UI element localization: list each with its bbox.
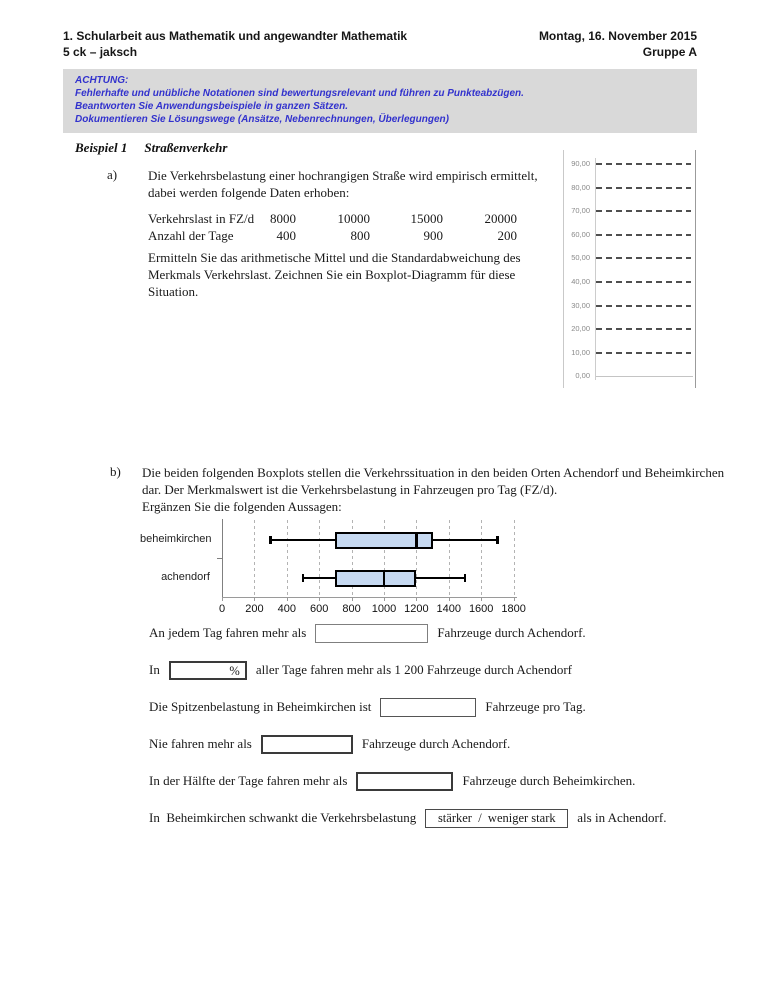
- table-cell: 800: [350, 227, 370, 243]
- statement-text: Fahrzeuge pro Tag.: [485, 699, 586, 714]
- grid-dash-line: [596, 328, 691, 330]
- table-cell: 8000: [270, 211, 296, 226]
- statement-text: Die Spitzenbelastung in Beheimkirchen ist: [149, 699, 372, 714]
- class-teacher: 5 ck – jaksch: [63, 45, 138, 60]
- grid-dash-line: [596, 281, 691, 283]
- notice-line: Dokumentieren Sie Lösungswege (Ansätze, Nebenrechnungen, Überlegungen): [75, 114, 449, 125]
- grid-y-label: 20,00: [571, 324, 590, 334]
- notice-heading: ACHTUNG:: [75, 75, 129, 86]
- part-a-label: a): [107, 167, 118, 182]
- x-tick-label: 1200: [404, 603, 429, 615]
- part-b-intro-text: Die beiden folgenden Boxplots stellen die Verkehrssituation in den beiden Orten Achendorf und Beheimkirchen dar. Der Merkmalswert ist die Verkehrsbelastung in Fahrzeugen pro Tag (FZ/d).: [142, 465, 725, 498]
- boxplot-gridline: [254, 520, 255, 597]
- grid-baseline: [596, 376, 693, 377]
- statement-text: In: [149, 662, 160, 677]
- grid-dash-line: [596, 305, 691, 307]
- grid-y-label: 40,00: [571, 277, 590, 286]
- x-axis-line: [222, 597, 517, 598]
- x-axis-tick: [514, 597, 515, 601]
- statement: [149, 696, 586, 718]
- boxplot-gridline: [481, 520, 482, 597]
- box: [335, 570, 416, 587]
- statement: [149, 807, 666, 829]
- x-axis-tick: [287, 597, 288, 601]
- part-a-task: Ermitteln Sie das arithmetische Mittel und die Standardabweichung des Merkmals Verkehrslast. Zeichnen Sie ein Boxplot-Diagramm für diese Situation.: [148, 250, 521, 300]
- statement-text: Nie fahren mehr als: [149, 736, 252, 751]
- statement-text: An jedem Tag fahren mehr als: [149, 625, 307, 640]
- part-b-prompt: Ergänzen Sie die folgenden Aussagen:: [142, 499, 342, 515]
- statement-text: Fahrzeuge durch Beheimkirchen.: [462, 773, 636, 788]
- x-tick-label: 600: [310, 603, 329, 615]
- x-axis-tick: [222, 597, 223, 601]
- table-cell: 15000: [410, 211, 443, 226]
- example-title: Straßenverkehr: [144, 140, 228, 155]
- whisker-cap: [302, 574, 305, 582]
- x-axis-tick: [449, 597, 450, 601]
- part-b-intro: [142, 464, 742, 515]
- notice-line: Beantworten Sie Anwendungsbeispiele in ganzen Sätzen.: [75, 101, 349, 112]
- data-table: [148, 211, 517, 245]
- choice-box[interactable]: stärker / weniger stark: [425, 809, 568, 828]
- table-cell: 20000: [484, 211, 517, 226]
- table-cell: 10000: [337, 211, 370, 226]
- grid-y-label: 60,00: [571, 229, 590, 239]
- table-cell: 400: [276, 227, 296, 243]
- notice-box: [63, 69, 697, 133]
- x-axis-tick: [352, 597, 353, 601]
- page-title: 1. Schularbeit aus Mathematik und angewandter Mathematik: [63, 29, 408, 43]
- grid-dash-line: [596, 352, 691, 354]
- answer-blank[interactable]: [356, 772, 453, 791]
- statement: [149, 622, 586, 644]
- whisker-cap: [496, 536, 499, 544]
- grid-dash-line: [596, 210, 691, 212]
- median-line: [383, 570, 386, 587]
- table-row: [148, 211, 517, 228]
- statement-text: Fahrzeuge durch Achendorf.: [361, 736, 511, 751]
- grid-y-label: 0,00: [575, 371, 590, 381]
- grid-y-label: 70,00: [571, 206, 590, 216]
- x-axis-tick: [319, 597, 320, 601]
- answer-blank[interactable]: [380, 698, 476, 717]
- box: [335, 532, 432, 549]
- grid-dash-line: [596, 187, 691, 189]
- part-b-label: b): [110, 464, 121, 479]
- x-tick-label: 1400: [436, 603, 462, 615]
- boxplot-chart: [140, 518, 560, 618]
- category-label: achendorf: [161, 571, 210, 583]
- x-axis-tick: [481, 597, 482, 601]
- y-axis-line: [222, 519, 223, 597]
- boxplot-gridline: [319, 520, 320, 597]
- statement-text: als in Achendorf.: [577, 810, 667, 825]
- table-row-label: Anzahl der Tage: [148, 227, 234, 243]
- x-tick-label: 0: [218, 603, 226, 615]
- grid-y-label: 90,00: [571, 159, 590, 168]
- x-tick-label: 1000: [371, 603, 397, 615]
- statement-text: Fahrzeuge durch Achendorf.: [437, 625, 586, 640]
- x-axis-tick: [254, 597, 255, 601]
- whisker-cap: [269, 536, 272, 544]
- statement: [149, 659, 572, 681]
- table-cell: 900: [423, 227, 443, 243]
- grid-plot-left-axis: [595, 158, 596, 380]
- answer-blank[interactable]: %: [169, 661, 247, 680]
- boxplot-gridline: [287, 520, 288, 597]
- example-label: Beispiel 1: [75, 140, 128, 155]
- x-tick-label: 1600: [468, 603, 494, 615]
- grid-dash-line: [596, 163, 691, 165]
- table-cell: 200: [497, 227, 517, 243]
- statement-text: aller Tage fahren mehr als 1 200 Fahrzeuge durch Achendorf: [255, 662, 572, 677]
- grid-y-label: 10,00: [571, 347, 590, 357]
- x-tick-label: 400: [277, 603, 296, 615]
- answer-blank[interactable]: [315, 624, 428, 643]
- x-axis-tick: [416, 597, 417, 601]
- x-tick-label: 1800: [501, 603, 526, 615]
- grid-dash-line: [596, 257, 691, 259]
- header: [63, 28, 697, 60]
- grid-y-label: 30,00: [571, 300, 590, 310]
- y-axis-tick: [217, 558, 222, 559]
- statement: [149, 733, 510, 755]
- x-axis-tick: [384, 597, 385, 601]
- median-line: [415, 532, 418, 549]
- x-tick-label: 800: [342, 603, 361, 615]
- table-row-label: Verkehrslast in FZ/d: [148, 211, 255, 226]
- statement: [149, 770, 635, 792]
- table-row: [148, 228, 517, 245]
- boxplot-gridline: [514, 520, 515, 597]
- notice-line: Fehlerhafte und unübliche Notationen sind bewertungsrelevant und führen zu Punkteabzügen.: [75, 88, 524, 99]
- answer-blank[interactable]: [261, 735, 353, 754]
- exam-date: Montag, 16. November 2015: [538, 29, 697, 43]
- part-a-intro: Die Verkehrsbelastung einer hochrangigen Straße wird empirisch ermittelt, dabei werden folgende Daten erhoben:: [148, 168, 538, 201]
- statement-text: In der Hälfte der Tage fahren mehr als: [149, 773, 348, 788]
- whisker-cap: [464, 574, 467, 582]
- group-label: Gruppe A: [642, 45, 697, 60]
- boxplot-gridline: [449, 520, 450, 597]
- grid-dash-line: [596, 234, 691, 236]
- notice-lines: [75, 87, 687, 126]
- empty-boxplot-grid: [563, 150, 696, 388]
- header-left: [63, 28, 407, 60]
- header-right: [539, 28, 697, 60]
- grid-y-label: 80,00: [571, 182, 590, 192]
- statement-text: In Beheimkirchen schwankt die Verkehrsbelastung: [149, 810, 417, 825]
- example-heading: [75, 140, 227, 156]
- category-label: beheimkirchen: [140, 533, 212, 545]
- grid-y-label: 50,00: [571, 253, 590, 263]
- x-tick-label: 200: [245, 603, 264, 615]
